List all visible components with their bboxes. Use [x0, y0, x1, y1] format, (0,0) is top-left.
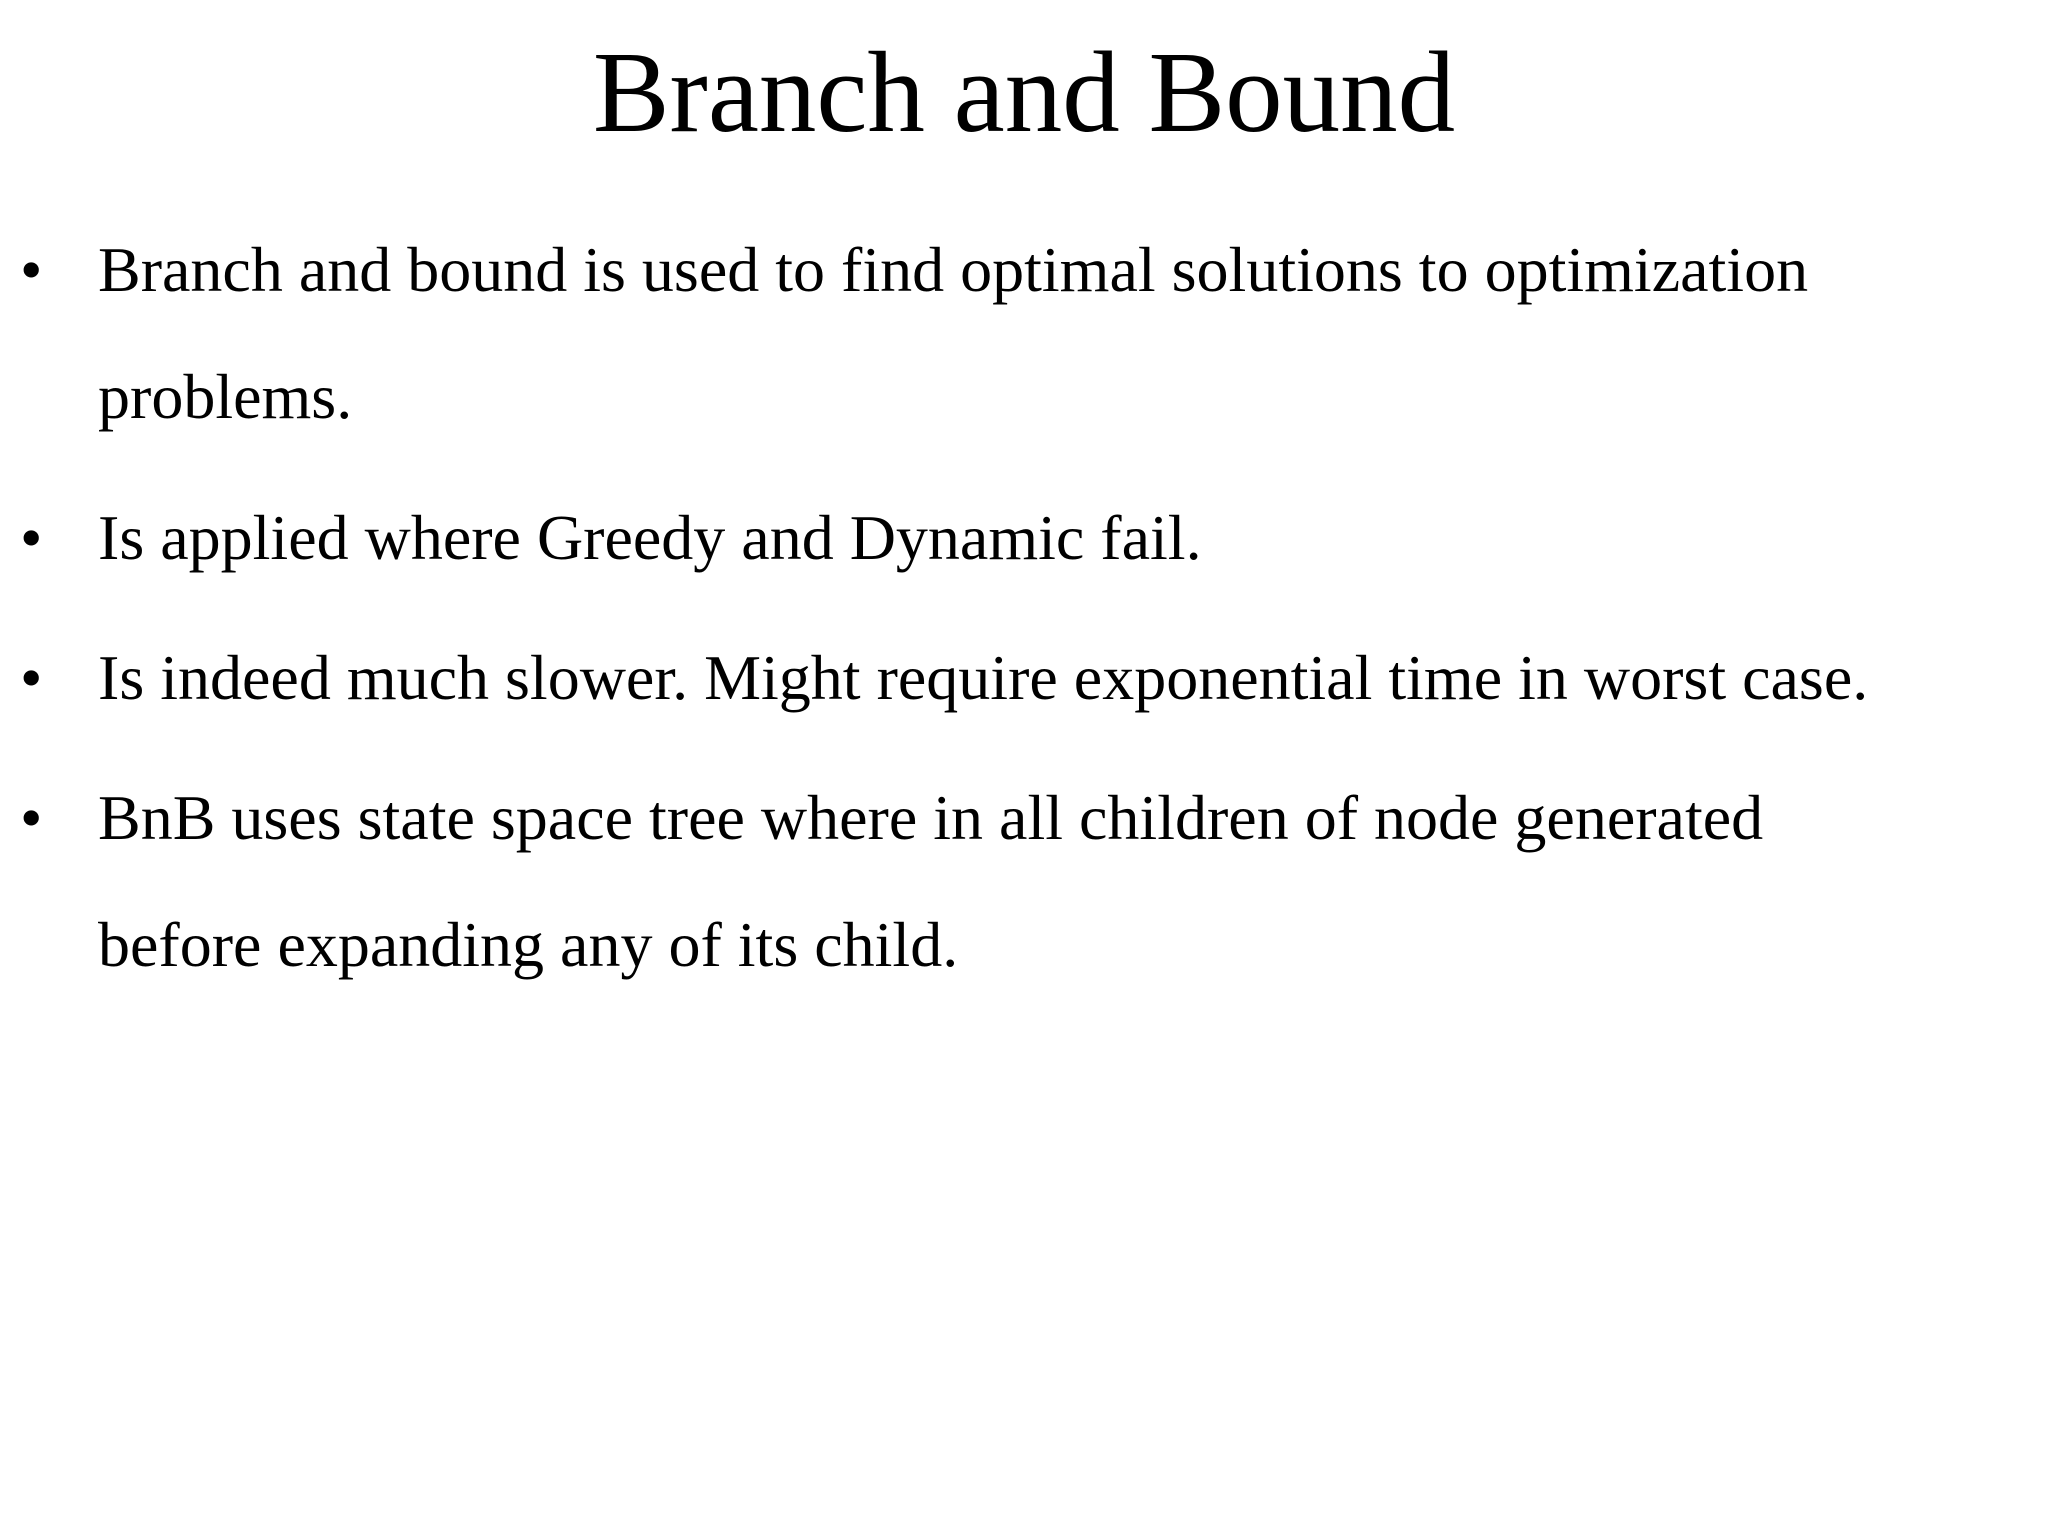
bullet-item-3-line-1: Is indeed much slower. Might require exponential time in worst case.: [98, 642, 1869, 713]
bullet-item-1-line-2: problems.: [98, 361, 353, 432]
bullet-item-4-line-2: before expanding any of its child.: [98, 909, 959, 980]
bullet-marker: •: [20, 782, 43, 853]
bullet-item-4-line-1: BnB uses state space tree where in all children of node generated: [98, 782, 1764, 853]
bullet-item-1-line-1: Branch and bound is used to find optimal solutions to optimization: [98, 234, 1809, 305]
bullet-marker: •: [20, 234, 43, 305]
slide-title: Branch and Bound: [592, 29, 1456, 156]
bullet-marker: •: [20, 502, 43, 573]
bullet-marker: •: [20, 642, 43, 713]
bullet-item-2-line-1: Is applied where Greedy and Dynamic fail.: [98, 502, 1202, 573]
